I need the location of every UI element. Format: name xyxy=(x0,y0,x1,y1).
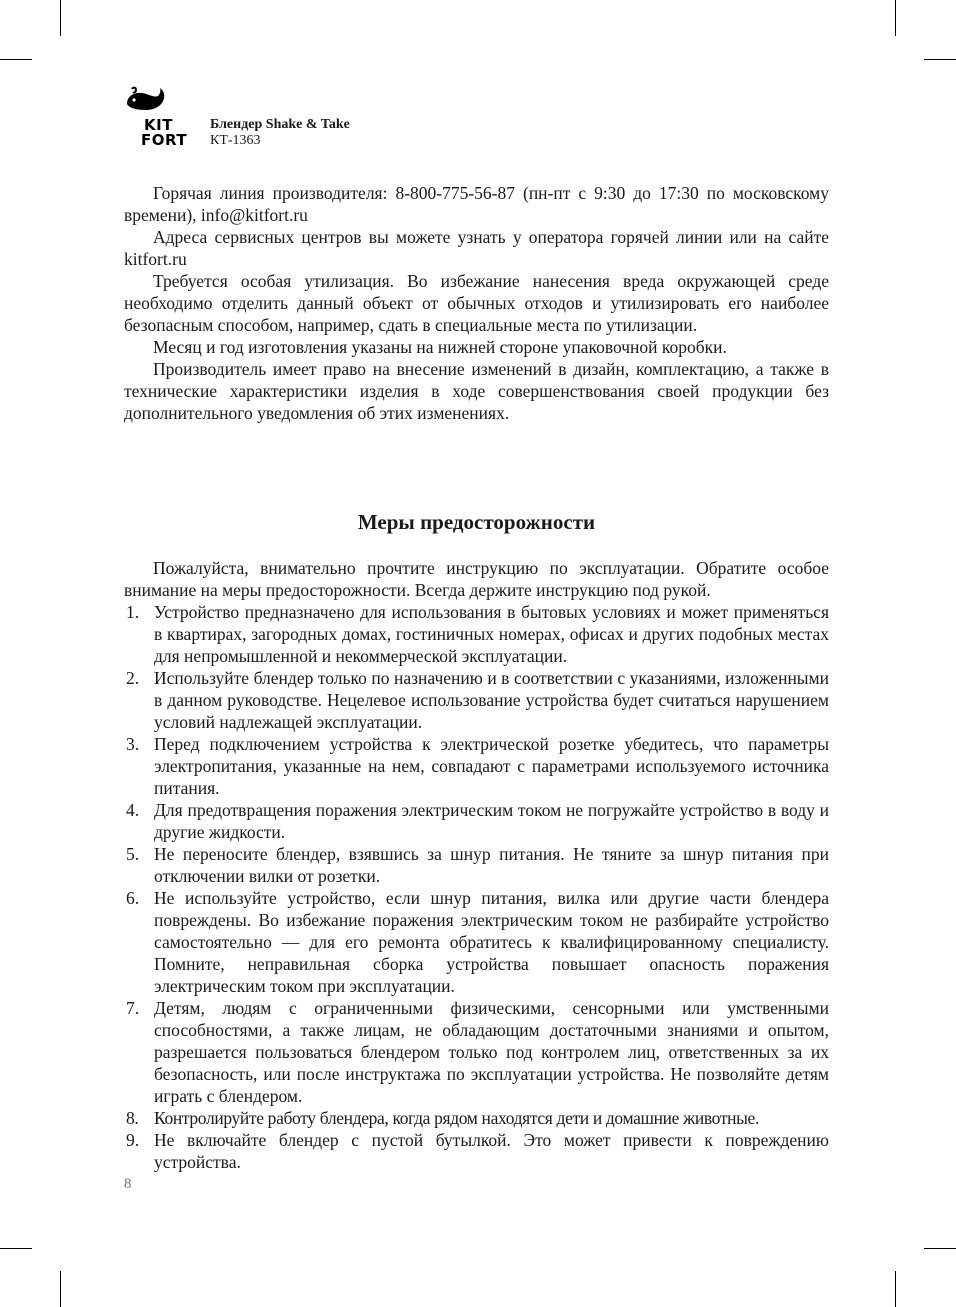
list-item-text: Перед подключением устройства к электрической розетке убедитесь, что параметры электропитания, указанные на нем, совпадают с параметрами используемого источника питания. xyxy=(154,734,829,798)
list-item-text: Используйте блендер только по назначению и в соответствии с указаниями, изложенными в данном руководстве. Нецелевое использование устройства будет считаться нарушением условий надлежащей эксплуатации. xyxy=(154,668,829,732)
disposal-paragraph: Требуется особая утилизация. Во избежание нанесения вреда окружающей среде необходимо отделить данный объект от обычных отходов и утилизировать его наиболее безопасным способом, например, сдать в специальные места по утилизации. xyxy=(124,271,829,335)
changes-paragraph: Производитель имеет право на внесение изменений в дизайн, комплектацию, а также в технические характеристики изделия в ходе совершенствования своей продукции без дополнительного уведомления об этих изменениях. xyxy=(124,359,829,423)
precautions-block xyxy=(124,557,829,1173)
section-title: Меры предосторожности xyxy=(357,510,596,534)
model-number: КТ-1363 xyxy=(210,133,261,148)
page-number: 8 xyxy=(124,1176,132,1192)
list-item-text: Детям, людям с ограниченными физическими, сенсорными или умственными способностями, а также лицам, не обладающим достаточными знаниями и опытом, разрешается пользоваться блендером только под контролем лиц, ответственных за их безопасность, или после инструктажа по эксплуатации устройства. Не позволяйте детям играть с блендером. xyxy=(154,998,829,1106)
precautions-list xyxy=(124,601,829,1173)
kitfort-logo xyxy=(124,86,194,150)
crop-mark xyxy=(60,1271,61,1307)
precautions-lead: Пожалуйста, внимательно прочтите инструкцию по эксплуатации. Обратите особое внимание на меры предосторожности. Всегда держите инструкцию под рукой. xyxy=(124,558,829,600)
list-item-text: Не переносите блендер, взявшись за шнур питания. Не тяните за шнур питания при отключении вилки от розетки. xyxy=(154,844,829,886)
crop-mark xyxy=(924,59,956,60)
list-item xyxy=(124,799,829,843)
list-item-number: 4. xyxy=(126,800,140,820)
crop-mark xyxy=(895,1271,896,1307)
list-item xyxy=(124,843,829,887)
intro-block xyxy=(124,182,829,424)
product-title: Блендер Shake & Take xyxy=(210,117,350,132)
list-item-number: 5. xyxy=(126,844,140,864)
list-item-text: Контролируйте работу блендера, когда рядом находятся дети и домашние животные. xyxy=(154,1108,759,1128)
list-item xyxy=(124,1107,829,1129)
crop-mark xyxy=(924,1248,956,1249)
logo-text-fort: FORT xyxy=(141,131,188,149)
list-item xyxy=(124,601,829,667)
list-item-number: 9. xyxy=(126,1130,140,1150)
list-item xyxy=(124,887,829,997)
list-item xyxy=(124,1129,829,1173)
document-header xyxy=(210,117,350,149)
list-item-text: Не включайте блендер с пустой бутылкой. Это может привести к повреждению устройства. xyxy=(154,1130,829,1172)
list-item-text: Не используйте устройство, если шнур питания, вилка или другие части блендера повреждены. Во избежание поражения электрическим током не разбирайте устройство самостоятельно — для его ремонта обратитесь к квалифицированному специалисту. Помните, неправильная сборка устройства повышает опасность поражения электрическим током при эксплуатации. xyxy=(154,888,829,996)
whale-icon xyxy=(124,86,166,114)
service-centers-paragraph: Адреса сервисных центров вы можете узнать у оператора горячей линии или на сайте kitfort.ru xyxy=(124,227,829,269)
crop-mark xyxy=(0,1248,32,1249)
list-item-number: 7. xyxy=(126,998,140,1018)
list-item-number: 2. xyxy=(126,668,140,688)
list-item xyxy=(124,667,829,733)
list-item-text: Устройство предназначено для использования в бытовых условиях и может применяться в квартирах, загородных домах, гостиничных номерах, офисах и других подобных местах для непромышленной и некоммерческой эксплуатации. xyxy=(154,602,829,666)
list-item-number: 1. xyxy=(126,602,140,622)
list-item xyxy=(124,733,829,799)
list-item-text: Для предотвращения поражения электрическим током не погружайте устройство в воду и другие жидкости. xyxy=(154,800,829,842)
crop-mark xyxy=(895,0,896,36)
logo-text-kit: KIT xyxy=(144,116,173,134)
list-item-number: 3. xyxy=(126,734,140,754)
list-item-number: 6. xyxy=(126,888,140,908)
crop-mark xyxy=(60,0,61,36)
crop-mark xyxy=(0,59,32,60)
list-item xyxy=(124,997,829,1107)
hotline-paragraph: Горячая линия производителя: 8-800-775-56-87 (пн-пт с 9:30 до 17:30 по московскому времени), info@kitfort.ru xyxy=(124,183,829,225)
manufacture-date-paragraph: Месяц и год изготовления указаны на нижней стороне упаковочной коробки. xyxy=(153,337,727,357)
list-item-number: 8. xyxy=(126,1108,139,1128)
